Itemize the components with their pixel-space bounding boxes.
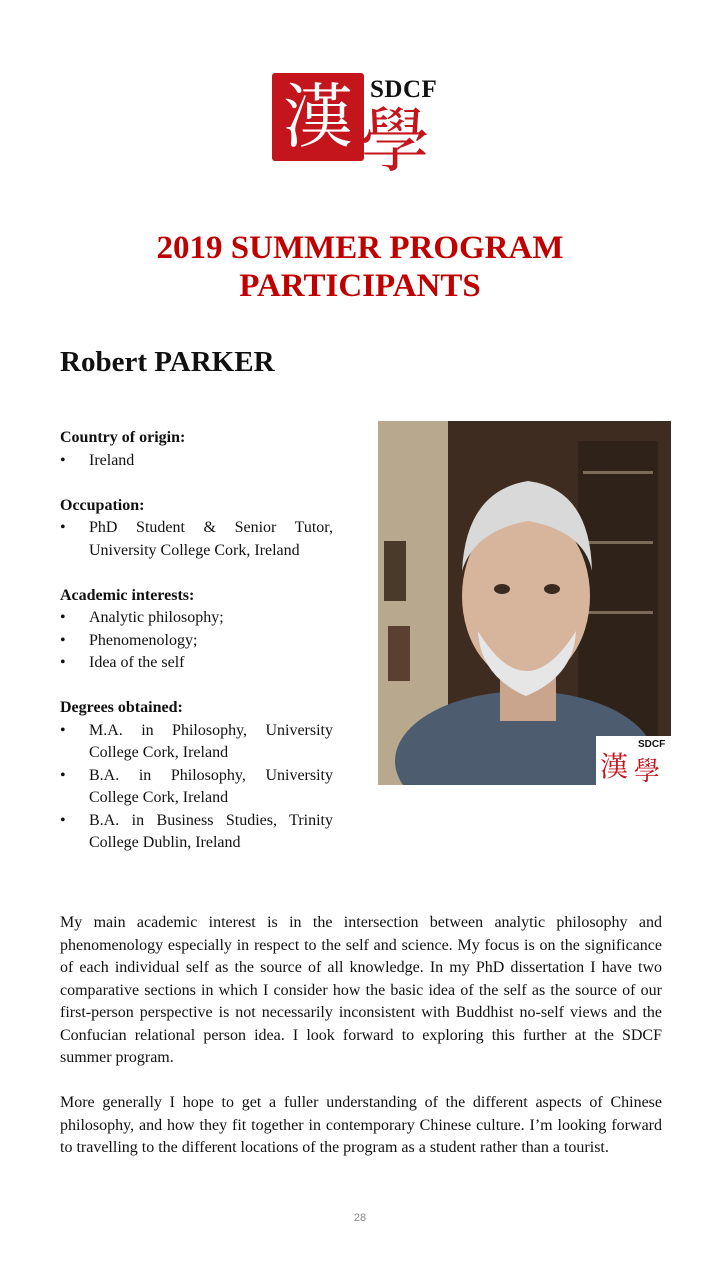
page-title	[0, 229, 720, 305]
watermark-text: SDCF	[638, 739, 666, 750]
title-line-2: PARTICIPANTS	[239, 268, 481, 304]
section-list	[60, 720, 333, 855]
list-item: • Ireland	[60, 450, 333, 473]
sdcf-logo	[272, 70, 452, 194]
page-number: 28	[353, 1212, 367, 1224]
list-item: • Idea of the self	[60, 652, 333, 675]
watermark-seal-character: 漢	[600, 750, 629, 783]
list-item: • B.A. in Philosophy, University College Cork, Ireland	[60, 765, 333, 810]
section-heading: Academic interests:	[60, 586, 195, 604]
bio-paragraph-2: More generally I hope to get a fuller understanding of the different aspects of Chinese philosophy, and how they fit together in contemporary Chinese culture. I’m looking forward to travelling to the different locations of the program as a student rather than a tourist.	[60, 1094, 662, 1156]
section-heading: Country of origin:	[60, 429, 186, 446]
participant-info	[60, 427, 333, 877]
watermark-character: 學	[634, 757, 661, 785]
list-item: • Phenomenology;	[60, 630, 333, 653]
title-line-1: 2019 SUMMER PROGRAM	[156, 230, 564, 266]
section-list	[60, 450, 333, 473]
participant-bio	[60, 912, 662, 1182]
list-item: • B.A. in Business Studies, Trinity College Dublin, Ireland	[60, 810, 333, 855]
bio-paragraph-1: My main academic interest is in the intersection between analytic philosophy and phenomenology especially in respect to the self and science. My focus is on the significance of each individual self as the source of all knowledge. In my PhD dissertation I have two comparative sections in which I consider how the basic idea of the self as the source of our first-person perspective is not necessarily inconsistent with Buddhist no-self views and the Confucian relational person idea. I look forward to exploring this further at the SDCF summer program.	[60, 914, 662, 1066]
logo-seal-character: 漢	[283, 76, 353, 158]
list-item: • PhD Student & Senior Tutor, University College Cork, Ireland	[60, 517, 333, 562]
logo-text: SDCF	[370, 76, 438, 103]
list-item: • M.A. in Philosophy, University College Cork, Ireland	[60, 720, 333, 765]
section-heading: Degrees obtained:	[60, 699, 183, 716]
participant-name: Robert PARKER	[60, 346, 275, 378]
logo-character: 學	[360, 100, 430, 182]
section-list	[60, 607, 333, 675]
photo-illustration	[378, 421, 671, 785]
participant-photo	[378, 421, 671, 785]
list-item: • Analytic philosophy;	[60, 607, 333, 630]
section-list	[60, 517, 333, 562]
photo-watermark	[600, 739, 668, 785]
section-heading: Occupation:	[60, 496, 145, 514]
